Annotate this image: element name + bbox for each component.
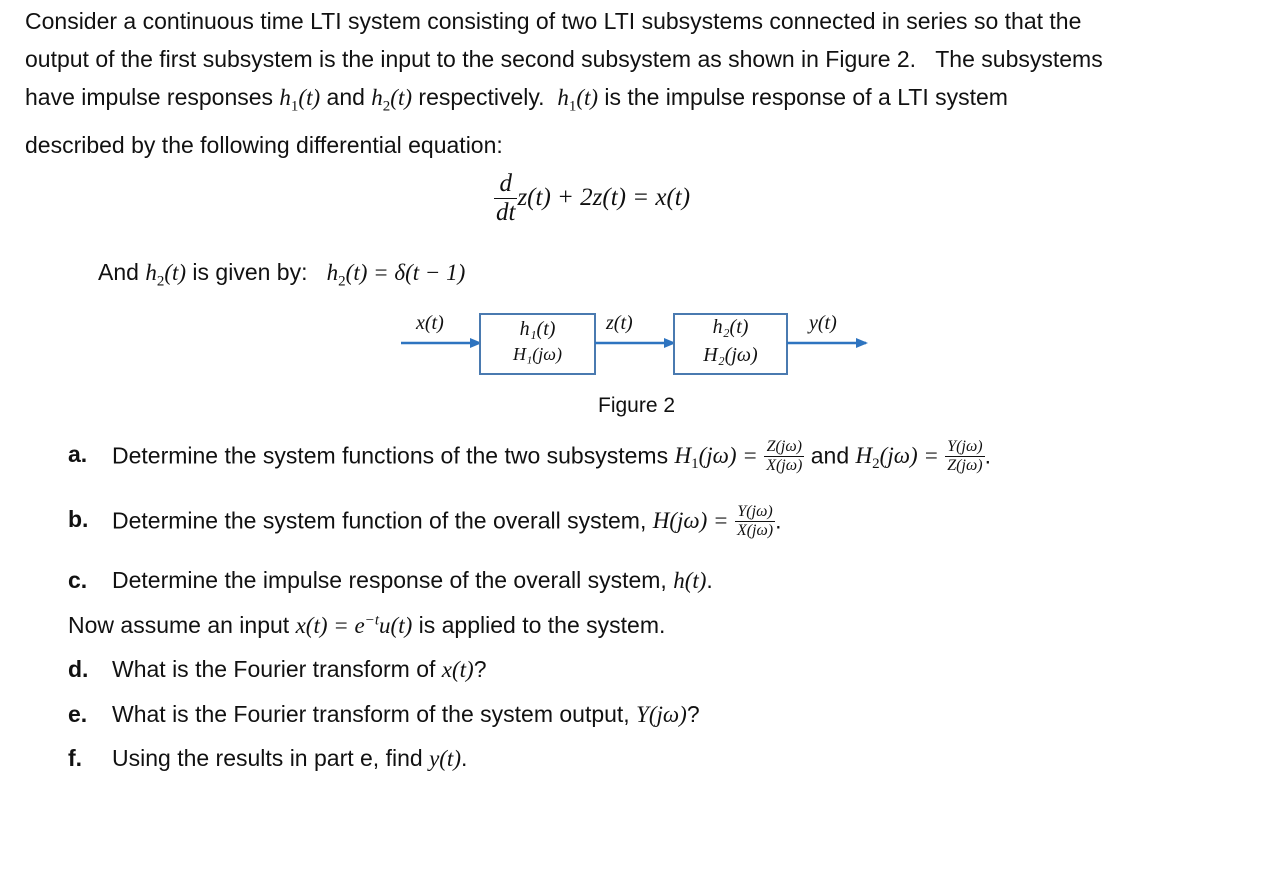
input-assumption: Now assume an input $x(t) = e^{-t}u(t)$ is applied to the system. bbox=[68, 612, 666, 638]
question-f-label: f. bbox=[68, 745, 83, 771]
fraction-y-over-z: $\frac{Y(j\omega)}{Z(j\omega)}$ bbox=[947, 438, 983, 474]
question-d: d. What is the Fourier transform of x(t)? bbox=[68, 656, 487, 682]
question-c: c. Determine the impulse response of the overall system, h(t). bbox=[68, 567, 713, 593]
intro-line-3: have impulse responses $h_1(t)$ and $h_2(t)$ respectively. $h_1(t)$ is the impulse response of a LTI system bbox=[25, 84, 1008, 115]
question-a-label: a. bbox=[68, 441, 88, 468]
block-h2-top-label: h₂(t) bbox=[712, 316, 749, 338]
fraction-y-over-x: $\frac{Y(j\omega)}{X(j\omega)}$ bbox=[736, 503, 774, 539]
h2-definition: And $h_2(t)$ is given by: $h_2(t) = \delta(t - 1)$ bbox=[98, 259, 466, 290]
block-h2-bottom-label: H₂(jω) bbox=[703, 344, 758, 366]
question-e: e. What is the Fourier transform of the system output, Y(jω)? bbox=[68, 701, 700, 727]
intro-line-1: Consider a continuous time LTI system consisting of two LTI subsystems connected in series so that the bbox=[25, 8, 1082, 34]
question-e-label: e. bbox=[68, 701, 88, 727]
block-h1-top-label: h₁(t) bbox=[519, 318, 556, 340]
intro-line-2: output of the first subsystem is the input to the second subsystem as shown in Figure 2. The subsystems bbox=[25, 46, 1103, 72]
intro-line-4: described by the following differential equation: bbox=[25, 131, 503, 158]
block-h1-bottom-label: H₁(jω) bbox=[513, 344, 562, 364]
question-a: a. Determine the system functions of the two subsystems $H_1(j\omega)$ = $\frac{Z(j\omega)}{X(j\omega)}$ and $H_2(j\omega)$ = $\frac{Y(j\omega)}{Z(j\omega)}$ . bbox=[68, 438, 991, 474]
question-b: b. Determine the system function of the overall system, H(jω) = $\frac{Y(j\omega)}{X(j\omega)}$ . bbox=[68, 503, 782, 539]
signal-label-x: x(t) bbox=[416, 312, 444, 334]
question-b-label: b. bbox=[68, 506, 89, 533]
h2-equation: (t) = δ(t − 1) bbox=[345, 260, 466, 285]
question-c-label: c. bbox=[68, 567, 88, 593]
signal-label-z: z(t) bbox=[606, 312, 633, 334]
question-f: f. Using the results in part e, find y(t). bbox=[68, 745, 468, 771]
figure-caption: Figure 2 bbox=[598, 394, 676, 417]
fraction-z-over-x: $\frac{Z(j\omega)}{X(j\omega)}$ bbox=[766, 438, 803, 474]
h2-symbol: h bbox=[371, 85, 383, 110]
derivative-operator: $\frac{d}{dt}$ bbox=[496, 170, 516, 226]
signal-label-y: y(t) bbox=[809, 312, 837, 334]
diffeq-body: z(t) + 2z(t) = x(t) bbox=[517, 184, 691, 211]
question-d-label: d. bbox=[68, 656, 89, 682]
h1-symbol: h bbox=[279, 85, 291, 110]
